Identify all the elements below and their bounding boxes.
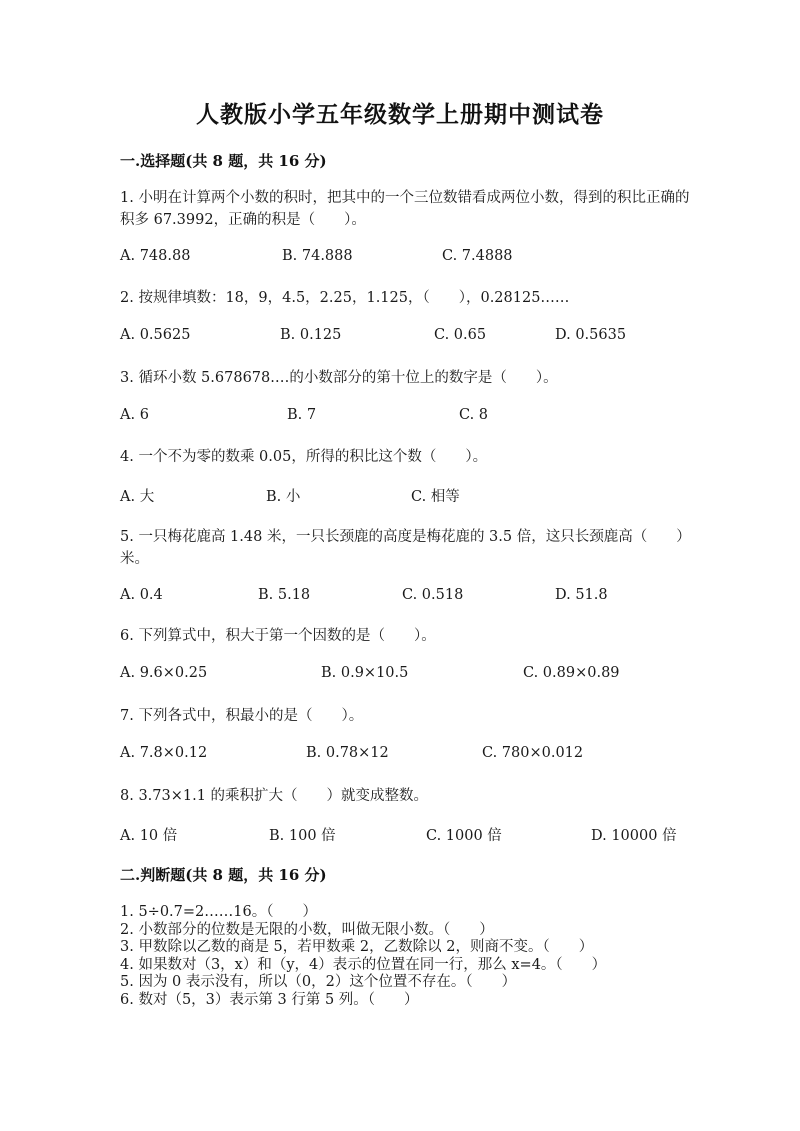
true-false-item-3: 3. 甲数除以乙数的商是 5，若甲数乘 2，乙数除以 2，则商不变。（ ） (120, 939, 594, 955)
option-a: A. 0.4 (120, 587, 163, 603)
question-4-options (120, 485, 690, 507)
question-1-options (120, 248, 690, 270)
option-b: B. 0.78×12 (306, 745, 389, 761)
option-b: B. 100 倍 (269, 828, 336, 844)
option-b: B. 5.18 (258, 587, 311, 603)
true-false-item-5: 5. 因为 0 表示没有，所以（0，2）这个位置不存在。（ ） (120, 974, 517, 990)
option-c: C. 780×0.012 (482, 745, 584, 761)
option-c: C. 相等 (411, 489, 460, 505)
true-false-list (120, 904, 690, 1009)
true-false-item-6: 6. 数对（5，3）表示第 3 行第 5 列。（ ） (120, 991, 419, 1008)
question-8-options (120, 824, 690, 846)
question-4: 4. 一个不为零的数乘 0.05，所得的积比这个数（ ）。 (120, 449, 488, 465)
question-6-options (120, 665, 690, 687)
question-7-options (120, 745, 690, 767)
option-a: A. 748.88 (120, 248, 191, 264)
option-c: C. 0.65 (434, 327, 487, 343)
exam-title: 人教版小学五年级数学上册期中测试卷 (196, 101, 604, 128)
option-a: A. 10 倍 (120, 828, 178, 844)
option-b: B. 0.9×10.5 (321, 665, 409, 681)
option-b: B. 7 (287, 407, 317, 423)
option-d: D. 51.8 (555, 587, 608, 603)
option-b: B. 74.888 (282, 248, 353, 264)
option-c: C. 7.4888 (442, 248, 513, 264)
section-heading-multiple-choice: 一.选择题(共 8 题，共 16 分) (120, 152, 327, 170)
option-a: A. 6 (120, 407, 149, 423)
option-c: C. 0.89×0.89 (523, 665, 620, 681)
true-false-item-4: 4. 如果数对（3，x）和（y，4）表示的位置在同一行，那么 x=4。（ ） (120, 956, 607, 973)
question-3-options (120, 407, 690, 429)
question-2: 2. 按规律填数：18，9，4.5，2.25，1.125，（ ），0.28125…… (120, 290, 570, 306)
question-5: 5. 一只梅花鹿高 1.48 米，一只长颈鹿的高度是梅花鹿的 3.5 倍，这只长颈鹿高（ ）米。 (120, 529, 684, 567)
true-false-item-1: 1. 5÷0.7=2……16。（ ） (120, 904, 317, 920)
option-c: C. 1000 倍 (426, 828, 502, 844)
option-a: A. 9.6×0.25 (120, 665, 208, 681)
option-d: D. 10000 倍 (591, 828, 677, 844)
option-a: A. 7.8×0.12 (120, 745, 208, 761)
question-1: 1. 小明在计算两个小数的积时，把其中的一个三位数错看成两位小数，得到的积比正确的积多 67.3992，正确的积是（ ）。 (120, 190, 690, 228)
question-8: 8. 3.73×1.1 的乘积扩大（ ）就变成整数。 (120, 788, 429, 804)
question-3: 3. 循环小数 5.678678.…的小数部分的第十位上的数字是（ ）。 (120, 370, 558, 386)
question-7: 7. 下列各式中，积最小的是（ ）。 (120, 708, 364, 724)
question-5-options (120, 587, 690, 609)
option-a: A. 0.5625 (120, 327, 191, 343)
option-d: D. 0.5635 (555, 327, 627, 343)
question-2-options (120, 327, 690, 349)
option-a: A. 大 (120, 489, 155, 505)
option-c: C. 8 (459, 407, 489, 423)
true-false-item-2: 2. 小数部分的位数是无限的小数，叫做无限小数。（ ） (120, 921, 494, 938)
option-b: B. 0.125 (280, 327, 342, 343)
section-heading-true-false: 二.判断题(共 8 题，共 16 分) (120, 866, 327, 884)
option-b: B. 小 (266, 489, 301, 505)
option-c: C. 0.518 (402, 587, 464, 603)
question-6: 6. 下列算式中，积大于第一个因数的是（ ）。 (120, 628, 436, 644)
